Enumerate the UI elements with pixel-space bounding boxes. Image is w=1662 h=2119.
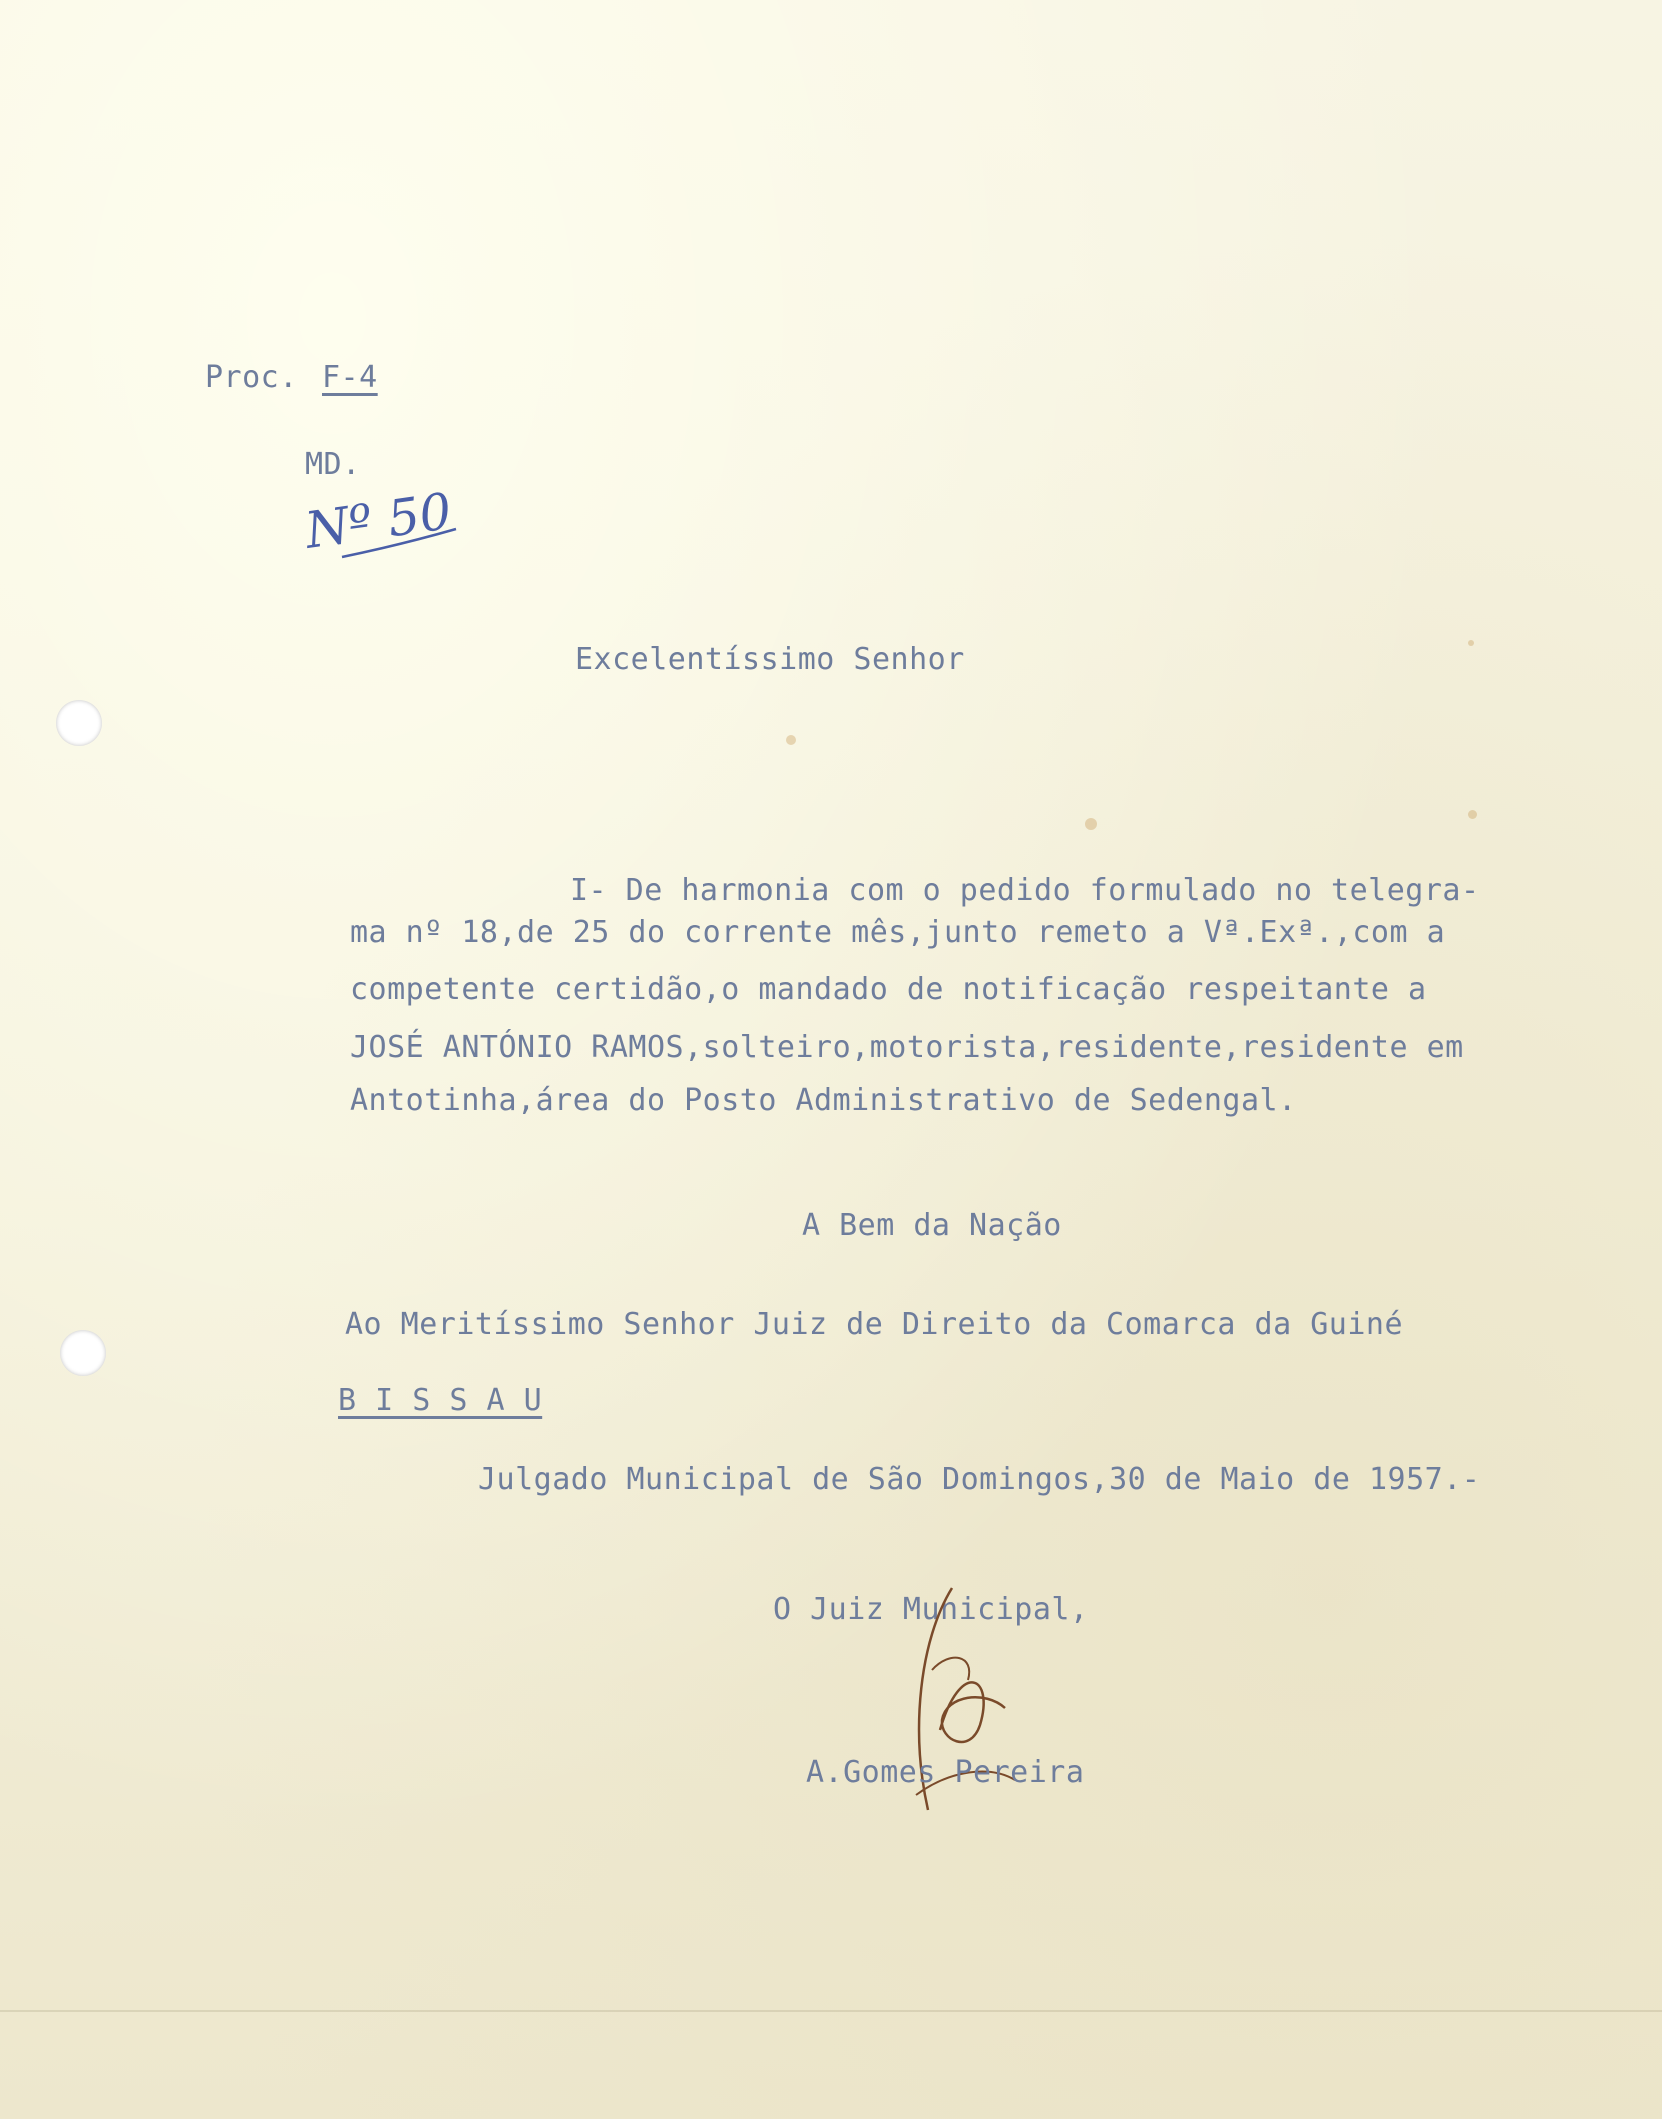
stain-3 <box>1468 810 1477 819</box>
closing-formula: A Bem da Nação <box>802 1208 1062 1243</box>
stain-1 <box>786 735 796 745</box>
salutation: Excelentíssimo Senhor <box>575 642 965 677</box>
body-line-3: competente certidão,o mandado de notificação respeitante a <box>350 972 1427 1007</box>
punch-hole-bottom <box>60 1330 106 1376</box>
handwritten-number: Nº 50 <box>301 482 456 560</box>
body-line-2: ma nº 18,de 25 do corrente mês,junto remeto a Vª.Exª.,com a <box>350 915 1446 950</box>
recipient-line: Ao Meritíssimo Senhor Juiz de Direito da Comarca da Guiné <box>345 1307 1404 1342</box>
body-line-1: I- De harmonia com o pedido formulado no telegra- <box>570 873 1480 908</box>
proc-label: Proc. <box>205 360 298 395</box>
signature-title: O Juiz Municipal, <box>773 1592 1089 1627</box>
fold-line <box>0 2010 1662 2012</box>
body-line-4: JOSÉ ANTÓNIO RAMOS,solteiro,motorista,residente,residente em <box>350 1030 1464 1065</box>
signature-name: A.Gomes Pereira <box>806 1755 1085 1790</box>
proc-value: F-4 <box>322 360 378 395</box>
md-label: MD. <box>305 447 361 482</box>
punch-hole-top <box>56 700 102 746</box>
recipient-city: B I S S A U <box>338 1383 543 1418</box>
body-line-5: Antotinha,área do Posto Administrativo de Sedengal. <box>350 1083 1297 1118</box>
stain-4 <box>1468 640 1474 646</box>
place-date: Julgado Municipal de São Domingos,30 de Maio de 1957.- <box>478 1462 1481 1497</box>
handwritten-number-underline <box>340 525 460 565</box>
stain-2 <box>1085 818 1097 830</box>
